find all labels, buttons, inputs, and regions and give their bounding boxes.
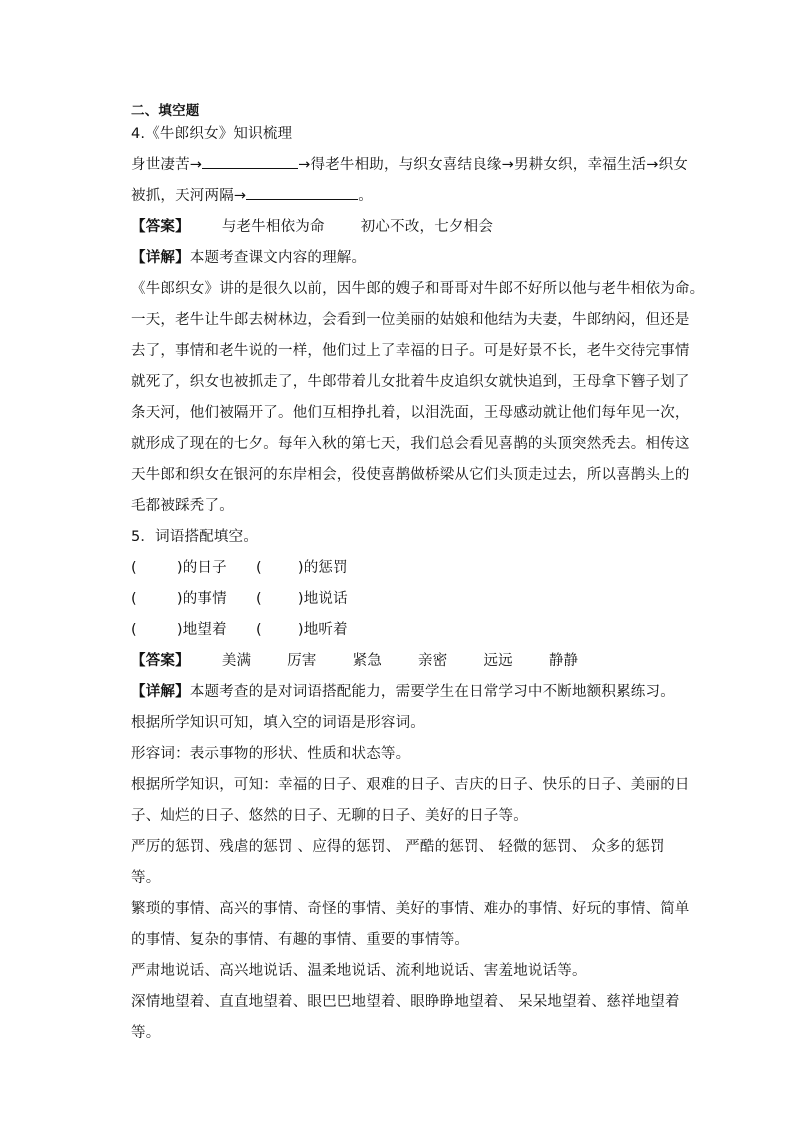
open-paren: ( [256, 560, 262, 576]
q5-fill-left [131, 615, 256, 646]
q5-detail-label: 【详解】 [131, 684, 190, 700]
open-paren: ( [256, 622, 262, 638]
close-paren: ) [176, 560, 183, 576]
q5-answer-6: 静静 [548, 653, 579, 669]
q5-fill-left [131, 584, 256, 615]
q5-fill-right-text: 的惩罚 [303, 560, 348, 576]
q5-detail-line: 等。 [131, 1025, 161, 1041]
document-content [131, 100, 705, 1049]
q5-detail-line: 子、灿烂的日子、悠然的日子、无聊的日子、美好的日子等。 [131, 808, 528, 824]
q4-detail-line: 天牛郎和织女在银河的东岸相会，役使喜鹊做桥梁从它们头顶走过去，所以喜鹊头上的 [131, 467, 690, 483]
q5-answer-1: 美满 [221, 653, 252, 669]
q4-detail-line: 去了，事情和老牛说的一样，他们过上了幸福的日子。可是好景不长，老牛交待完事情 [131, 343, 690, 359]
q5-detail-intro [131, 677, 675, 708]
q4-answer-1: 与老牛相依为命 [221, 219, 325, 235]
q5-answer-5: 远远 [483, 653, 513, 669]
q5-detail-line: 严肃地说话、高兴地说话、温柔地说话、流利地说话、害羞地说话等。 [131, 963, 587, 979]
q5-fill-left [131, 553, 256, 584]
q5-detail-intro-text: 本题考查的是对词语搭配能力，需要学生在日常学习中不断地额积累练习。 [189, 684, 675, 700]
close-paren: ) [297, 622, 304, 638]
q4-blank-1 [202, 154, 298, 169]
q5-detail-line: 深情地望着、直直地望着、眼巴巴地望着、眼睁睁地望着、 呆呆地望着、慈祥地望着 [131, 994, 680, 1010]
q4-detail-intro-text: 本题考查课文内容的理解。 [189, 250, 367, 266]
q4-text-2b: 。 [358, 188, 373, 204]
open-paren: ( [131, 622, 137, 638]
open-paren: ( [131, 560, 137, 576]
close-paren: ) [297, 591, 304, 607]
q5-answer-label: 【答案】 [131, 653, 190, 669]
q4-detail-line: 就死了，织女也被抓走了，牛郎带着儿女批着牛皮追织女就快追到，王母拿下簪子划了 [131, 374, 690, 390]
q4-blank-2 [246, 185, 358, 200]
q5-fill-right [256, 584, 348, 615]
q5-fill-row [131, 553, 671, 584]
close-paren: ) [176, 591, 183, 607]
q4-detail-intro [131, 243, 671, 274]
q5-fill-right-text: 地说话 [303, 591, 348, 607]
q5-fill-left-text: 地望着 [182, 622, 227, 638]
q5-fill-right [256, 553, 348, 584]
q4-text-2a: 被抓，天河两隔→ [131, 188, 247, 204]
q5-detail-line: 的事情、复杂的事情、有趣的事情、重要的事情等。 [131, 932, 470, 948]
open-paren: ( [131, 591, 137, 607]
q5-fill-left-text: 的日子 [182, 560, 227, 576]
q4-detail-label: 【详解】 [131, 250, 190, 266]
q5-answer-4: 亲密 [418, 653, 448, 669]
q5-detail-line: 严厉的惩罚、残虐的惩罚 、应得的惩罚、 严酷的惩罚、 轻微的惩罚、 众多的惩罚 [131, 839, 665, 855]
q5-fill-row [131, 615, 671, 646]
q5-answer-line [131, 646, 671, 677]
q5-fill-right [256, 615, 348, 646]
q4-detail-line: 《牛郎织女》讲的是很久以前，因牛郎的嫂子和哥哥对牛郎不好所以他与老牛相依为命。 [131, 281, 705, 297]
q5-detail-line: 根据所学知识，可知：幸福的日子、艰难的日子、吉庆的日子、快乐的日子、美丽的日 [131, 777, 690, 793]
q4-detail-line: 一天，老牛让牛郎去树林边，会看到一位美丽的姑娘和他结为夫妻，牛郎纳闷，但还是 [131, 312, 690, 328]
q4-detail-line: 条天河，他们被隔开了。他们互相挣扎着，以泪洗面，王母感动就让他们每年见一次， [131, 405, 690, 421]
q4-detail-line: 毛都被踩秃了。 [131, 498, 234, 514]
q4-text-1a: 身世凄苦→ [131, 157, 203, 173]
section-title: 二、填空题 [131, 103, 200, 119]
question-4-line-1 [131, 150, 689, 181]
close-paren: ) [297, 560, 304, 576]
q5-fill-row [131, 584, 671, 615]
q4-answer-line [131, 212, 671, 243]
q5-fill-left-text: 的事情 [182, 591, 227, 607]
close-paren: ) [176, 622, 183, 638]
q5-answer-3: 紧急 [352, 653, 383, 669]
q5-answer-2: 厉害 [287, 653, 317, 669]
q5-detail-line: 根据所学知识可知，填入空的词语是形容词。 [131, 715, 425, 731]
q4-detail-line: 就形成了现在的七夕。每年入秋的第七天，我们总会看见喜鹊的头顶突然秃去。相传这 [131, 436, 690, 452]
q4-answer-label: 【答案】 [131, 219, 190, 235]
q5-detail-line: 繁琐的事情、高兴的事情、奇怪的事情、美好的事情、难办的事情、好玩的事情、简单 [131, 901, 690, 917]
q4-text-1b: →得老牛相助，与织女喜结良缘→男耕女织，幸福生活→织女 [298, 157, 689, 173]
q5-detail-line: 等。 [131, 870, 161, 886]
q5-fill-right-text: 地听着 [303, 622, 348, 638]
question-5-title: 5．词语搭配填空。 [131, 529, 259, 545]
q4-answer-2: 初心不改，七夕相会 [360, 219, 494, 235]
question-4-title: 4.《牛郎织女》知识梳理 [131, 126, 293, 142]
open-paren: ( [256, 591, 262, 607]
q5-detail-line: 形容词：表示事物的形状、性质和状态等。 [131, 746, 411, 762]
question-4-line-2 [131, 181, 671, 212]
